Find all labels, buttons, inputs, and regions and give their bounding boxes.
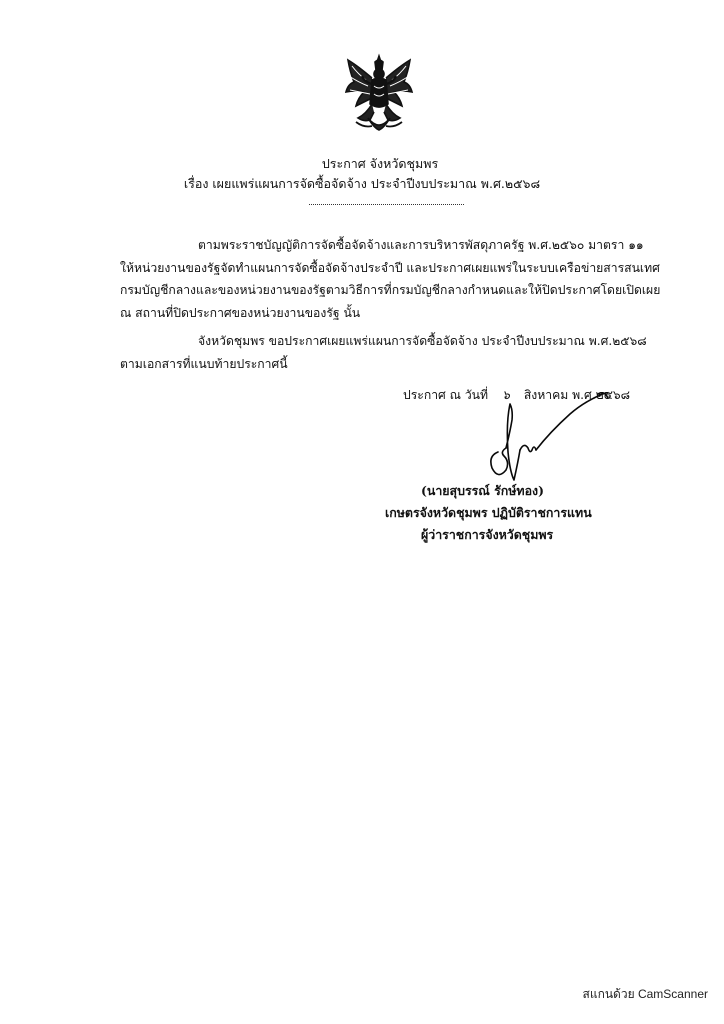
announce-date-month-year: สิงหาคม พ.ศ.๒๕๖๘ bbox=[523, 388, 631, 402]
announcement-body bbox=[120, 234, 661, 375]
paragraph-2-line-1: จังหวัดชุมพร ขอประกาศเผยแพร่แผนการจัดซื้อจัดจ้าง ประจำปีงบประมาณ พ.ศ.๒๕๖๘ bbox=[198, 334, 647, 348]
announce-date-day: ๖ bbox=[502, 388, 510, 402]
signer-name: (นายสุบรรณ์ รักษ์ทอง) bbox=[421, 483, 544, 498]
garuda-emblem-icon bbox=[344, 52, 414, 134]
handwritten-signature bbox=[480, 392, 610, 488]
paragraph-1 bbox=[120, 234, 661, 324]
signer-block bbox=[385, 480, 635, 546]
announcement-title: ประกาศ จังหวัดชุมพร bbox=[321, 156, 439, 171]
signer-position-1: เกษตรจังหวัดชุมพร ปฏิบัติราชการแทน bbox=[385, 505, 592, 520]
paragraph-1-line-3: กรมบัญชีกลางและของหน่วยงานของรัฐตามวิธีการที่กรมบัญชีกลางกำหนดและให้ปิดประกาศโดยเปิดเผย bbox=[120, 283, 661, 297]
dotted-divider bbox=[309, 204, 464, 205]
paragraph-2-line-2: ตามเอกสารที่แนบท้ายประกาศนี้ bbox=[120, 356, 288, 371]
announcement-heading bbox=[183, 154, 560, 194]
announce-date-prefix: ประกาศ ณ วันที่ bbox=[403, 388, 489, 402]
paragraph-1-line-1: ตามพระราชบัญญัติการจัดซื้อจัดจ้างและการบริหารพัสดุภาครัฐ พ.ศ.๒๕๖๐ มาตรา ๑๑ bbox=[198, 238, 644, 252]
paragraph-1-line-4: ณ สถานที่ปิดประกาศของหน่วยงานของรัฐ นั้น bbox=[120, 305, 361, 320]
paragraph-2 bbox=[120, 330, 647, 375]
announcement-subject: เรื่อง เผยแพร่แผนการจัดซื้อจัดจ้าง ประจำปีงบประมาณ พ.ศ.๒๕๖๘ bbox=[183, 176, 541, 191]
signer-position-2: ผู้ว่าราชการจังหวัดชุมพร bbox=[421, 527, 554, 542]
scanner-watermark: สแกนด้วย CamScanner bbox=[582, 987, 708, 1001]
paragraph-1-line-2: ให้หน่วยงานของรัฐจัดทำแผนการจัดซื้อจัดจ้างประจำปี และประกาศเผยแพร่ในระบบเครือข่ายสารสนเทศ bbox=[120, 260, 660, 275]
